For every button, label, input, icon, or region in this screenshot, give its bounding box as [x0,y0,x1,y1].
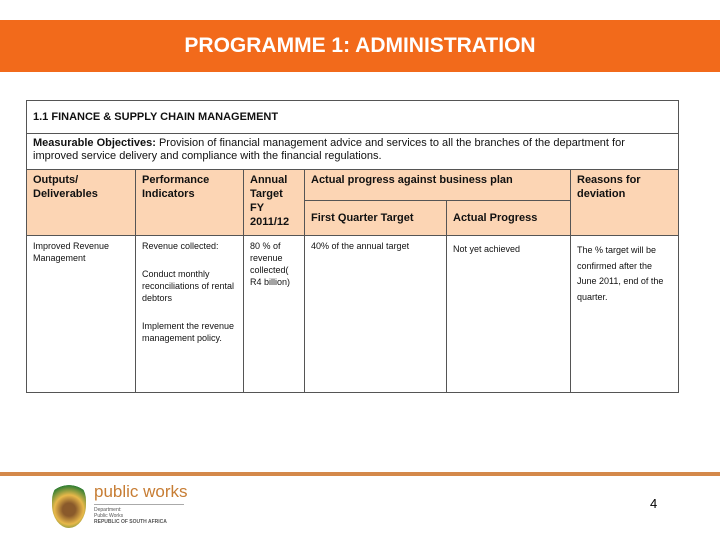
objectives [27,134,679,170]
indicator: Revenue collected: [142,241,219,251]
page-title: PROGRAMME 1: ADMINISTRATION [0,20,720,72]
col-outputs: Outputs/ Deliverables [27,170,136,236]
logo-sub: Department: [94,507,122,513]
objectives-label: Measurable Objectives: [33,137,156,149]
indicator: Conduct monthly reconciliations of rental debtors [142,269,235,303]
cell-indicators [136,236,244,393]
objectives-text: Provision of financial management advice and services to all the branches of the department for improved service delivery and compliance with the financial regulations. [33,137,625,162]
cell-annual: 80 % of revenue collected( R4 billion) [244,236,305,393]
cell-output: Improved Revenue Management [27,236,136,393]
logo-title: public works [94,482,188,501]
col-indicators: Performance Indicators [136,170,244,236]
col-first-quarter: First Quarter Target [305,201,447,236]
footer-divider [0,472,720,476]
col-reasons: Reasons for deviation [571,170,679,236]
indicator: Implement the revenue management policy. [142,321,235,343]
coat-of-arms-icon [52,482,86,528]
cell-first-quarter: 40% of the annual target [305,236,447,393]
col-annual-target: Annual Target FY 2011/12 [244,170,305,236]
table-row [27,236,679,393]
logo-sub: REPUBLIC OF SOUTH AFRICA [94,519,167,525]
section-title: 1.1 FINANCE & SUPPLY CHAIN MANAGEMENT [27,101,679,134]
logo-sub: Public Works [94,513,124,519]
col-actual-progress: Actual Progress [447,201,571,236]
performance-table [26,100,679,393]
public-works-logo [52,482,188,528]
col-progress: Actual progress against business plan [305,170,571,201]
page-number: 4 [650,496,658,511]
cell-actual: Not yet achieved [447,236,571,393]
cell-reasons: The % target will be confirmed after the June 2011, end of the quarter. [571,236,679,393]
